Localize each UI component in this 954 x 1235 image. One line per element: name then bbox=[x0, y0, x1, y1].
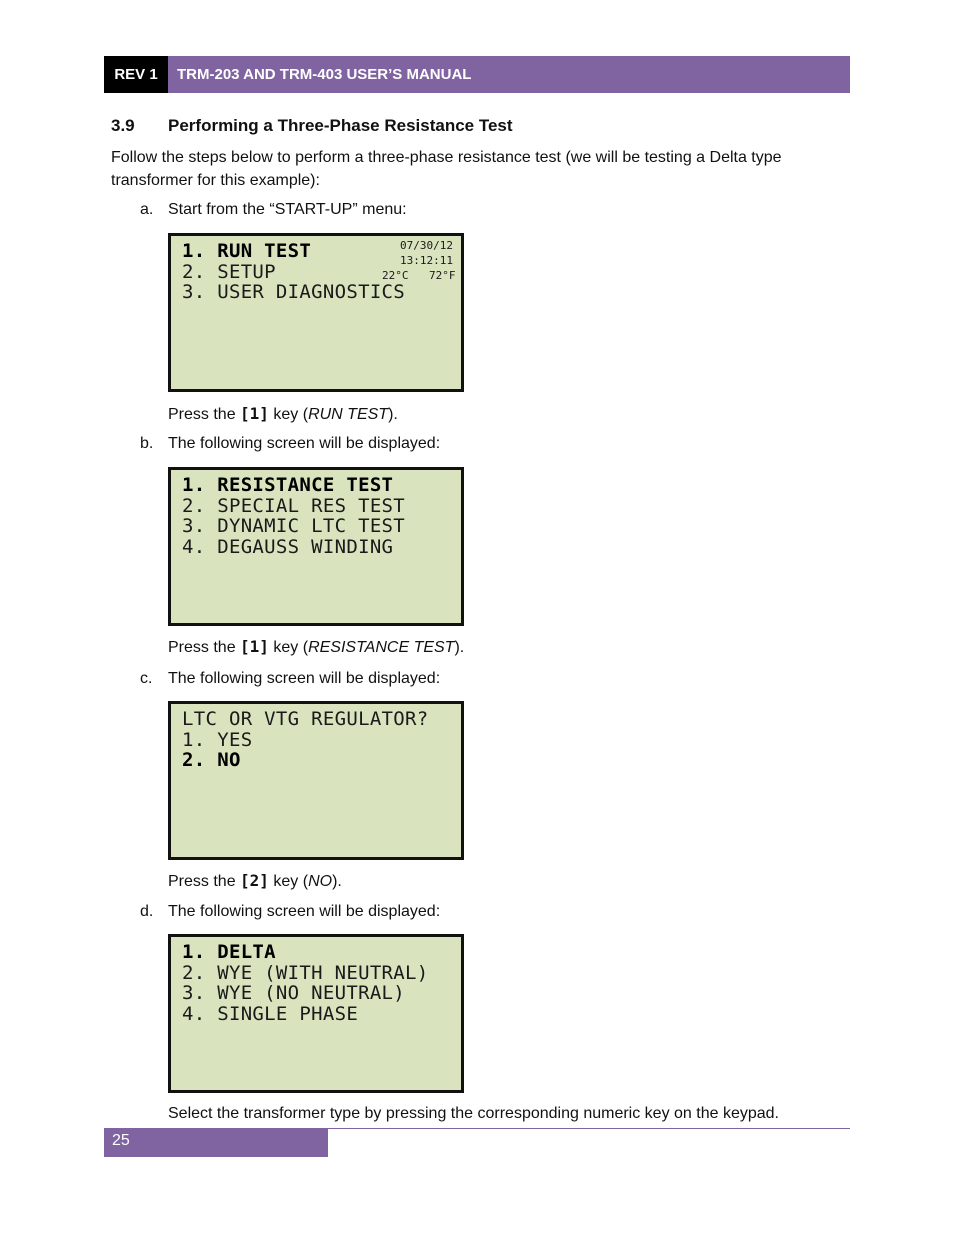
step-c-text: The following screen will be displayed: bbox=[168, 670, 441, 687]
key-label: [1] bbox=[240, 637, 269, 656]
lcd-line: 2. NO bbox=[182, 749, 241, 771]
revision-label: REV 1 bbox=[104, 56, 168, 93]
lcd-line: 2. SPECIAL RES TEST bbox=[182, 494, 406, 517]
lcd-line: 3. USER DIAGNOSTICS bbox=[182, 281, 406, 303]
manual-title: TRM-203 AND TRM-403 USER’S MANUAL bbox=[168, 56, 850, 93]
lcd-line: 2. SETUP bbox=[182, 260, 276, 283]
step-d-letter: d. bbox=[140, 903, 154, 920]
step-b-letter: b. bbox=[140, 435, 154, 452]
lcd-line: 3. DYNAMIC LTC TEST bbox=[182, 515, 406, 537]
page-number: 25 bbox=[112, 1132, 130, 1149]
lcd-screen-startup bbox=[168, 233, 464, 392]
intro-paragraph: Follow the steps below to perform a three-phase resistance test (we will be testing a Delta type transformer for this example): bbox=[111, 149, 782, 189]
lcd-line: 4. SINGLE PHASE bbox=[182, 1002, 359, 1025]
step-d-note: Select the transformer type by pressing the corresponding numeric key on the keypad. bbox=[168, 1105, 779, 1122]
step-c-instruction: Press the [2] key (NO). bbox=[168, 871, 342, 890]
lcd-line: 1. DELTA bbox=[182, 941, 276, 963]
lcd-temp-f: 72°F bbox=[429, 269, 456, 282]
lcd-line: 4. DEGAUSS WINDING bbox=[182, 535, 394, 558]
lcd-line: 2. WYE (WITH NEUTRAL) bbox=[182, 961, 429, 984]
lcd-line: 1. RUN TEST bbox=[182, 240, 312, 262]
step-b-text: The following screen will be displayed: bbox=[168, 435, 441, 452]
step-d-text: The following screen will be displayed: bbox=[168, 903, 441, 920]
page-number-box bbox=[104, 1129, 328, 1157]
lcd-line: 1. YES bbox=[182, 728, 253, 751]
lcd-screen-regulator bbox=[168, 701, 464, 860]
section-number: 3.9 bbox=[111, 116, 135, 135]
step-a-letter: a. bbox=[140, 201, 154, 218]
step-a-text: Start from the “START-UP” menu: bbox=[168, 201, 407, 218]
key-label: [2] bbox=[240, 871, 269, 890]
step-c-letter: c. bbox=[140, 670, 153, 687]
lcd-temp-c: 22°C bbox=[382, 269, 409, 282]
page-header bbox=[104, 56, 850, 93]
step-a-instruction: Press the [1] key (RUN TEST). bbox=[168, 404, 398, 423]
lcd-line: 3. WYE (NO NEUTRAL) bbox=[182, 982, 406, 1004]
step-b-instruction: Press the [1] key (RESISTANCE TEST). bbox=[168, 637, 465, 656]
key-label: [1] bbox=[240, 404, 269, 423]
lcd-screen-transformer-type bbox=[168, 934, 464, 1093]
lcd-time: 13:12:11 bbox=[400, 254, 453, 267]
lcd-line: LTC OR VTG REGULATOR? bbox=[182, 708, 429, 730]
lcd-line: 1. RESISTANCE TEST bbox=[182, 474, 394, 496]
lcd-screen-run-test bbox=[168, 467, 464, 626]
section-title: Performing a Three-Phase Resistance Test bbox=[168, 116, 513, 135]
lcd-date: 07/30/12 bbox=[400, 239, 453, 252]
